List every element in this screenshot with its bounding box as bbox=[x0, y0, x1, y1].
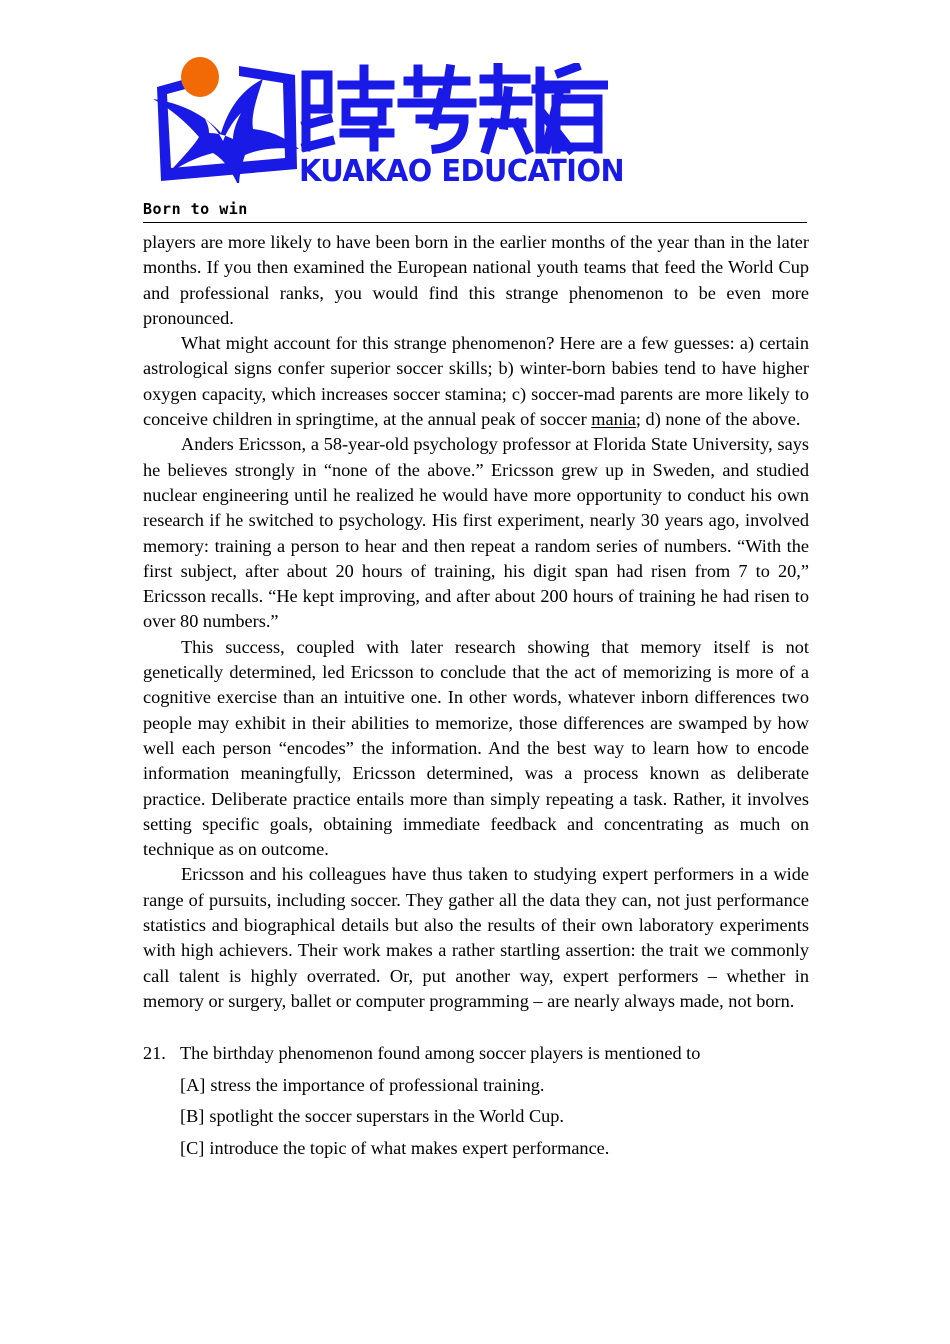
brand-tagline: Born to win bbox=[143, 200, 248, 218]
passage-paragraph bbox=[143, 432, 809, 634]
underlined-term: mania bbox=[591, 409, 636, 430]
question-option[interactable] bbox=[143, 1101, 809, 1133]
paragraph-text: ; d) none of the above. bbox=[635, 409, 801, 430]
kuakao-chinese-name-icon bbox=[298, 63, 608, 155]
passage-paragraph bbox=[143, 862, 809, 1014]
option-text: introduce the topic of what makes expert performance. bbox=[209, 1137, 610, 1158]
option-list bbox=[143, 1070, 809, 1165]
option-label: [A] bbox=[180, 1074, 206, 1095]
passage-paragraph bbox=[143, 331, 809, 432]
passage-paragraph bbox=[143, 635, 809, 863]
question-stem: The birthday phenomenon found among soccer players is mentioned to bbox=[180, 1043, 701, 1064]
question-option[interactable] bbox=[143, 1133, 809, 1165]
question-block bbox=[143, 1038, 809, 1164]
kuakao-logo bbox=[143, 55, 625, 200]
kuakao-star-logo-icon bbox=[143, 55, 303, 183]
kuakao-english-name: KUAKAO EDUCATION bbox=[299, 154, 625, 189]
header-divider bbox=[143, 222, 807, 223]
passage-body bbox=[143, 230, 809, 1164]
question-option[interactable] bbox=[143, 1070, 809, 1102]
paragraph-text: players are more likely to have been born in the earlier months of the year than in the later months. If you then examined the European national youth teams that feed the World Cup and professional ranks, you would find this strange phenomenon to be even more pronounced. bbox=[143, 232, 809, 328]
page-header bbox=[143, 55, 807, 200]
option-text: stress the importance of professional training. bbox=[210, 1074, 545, 1095]
question-stem-row bbox=[143, 1038, 809, 1070]
paragraph-text: What might account for this strange phenomenon? Here are a few guesses: a) certain astrological signs confer superior soccer skills; b) winter-born babies tend to have higher oxygen capacity, which increases soccer stamina; c) soccer-mad parents are more likely to conceive children in springtime, at the annual peak of soccer bbox=[143, 333, 809, 430]
kuakao-wordmark bbox=[298, 63, 625, 198]
option-text: spotlight the soccer superstars in the World Cup. bbox=[209, 1106, 564, 1127]
passage-paragraph bbox=[143, 230, 809, 331]
paragraph-text: This success, coupled with later research showing that memory itself is not genetically determined, led Ericsson to conclude that the act of memorizing is more of a cognitive exercise than an intuitive one. In other words, whatever inborn differences two people may exhibit in their abilities to memorize, those differences are swamped by how well each person “encodes” the information. And the best way to learn how to encode information meaningfully, Ericsson determined, was a process known as deliberate practice. Deliberate practice entails more than simply repeating a task. Rather, it involves setting specific goals, obtaining immediate feedback and concentrating as much on technique as on outcome. bbox=[143, 636, 809, 860]
question-number: 21. bbox=[143, 1043, 166, 1064]
paragraph-text: Ericsson and his colleagues have thus taken to studying expert performers in a wide range of pursuits, including soccer. They gather all the data they can, not just performance statistics and biographical details but also the results of their own laboratory experiments with high achievers. Their work makes a rather startling assertion: the trait we commonly call talent is highly overrated. Or, put another way, expert performers – whether in memory or surgery, ballet or computer programming – are nearly always made, not born. bbox=[143, 864, 809, 1011]
option-label: [B] bbox=[180, 1106, 205, 1127]
orange-dot bbox=[181, 57, 219, 97]
paragraph-list bbox=[143, 230, 809, 1014]
paragraph-text: Anders Ericsson, a 58-year-old psychology professor at Florida State University, says he believes strongly in “none of the above.” Ericsson grew up in Sweden, and studied nuclear engineering until he realized he would have more opportunity to conduct his own research if he switched to psychology. His first experiment, nearly 30 years ago, involved memory: training a person to hear and then repeat a random series of numbers. “With the first subject, after about 20 hours of training, his digit span had risen from 7 to 20,” Ericsson recalls. “He kept improving, and after about 200 hours of training he had risen to over 80 numbers.” bbox=[143, 434, 809, 632]
option-label: [C] bbox=[180, 1137, 205, 1158]
tagline-row bbox=[143, 200, 807, 219]
